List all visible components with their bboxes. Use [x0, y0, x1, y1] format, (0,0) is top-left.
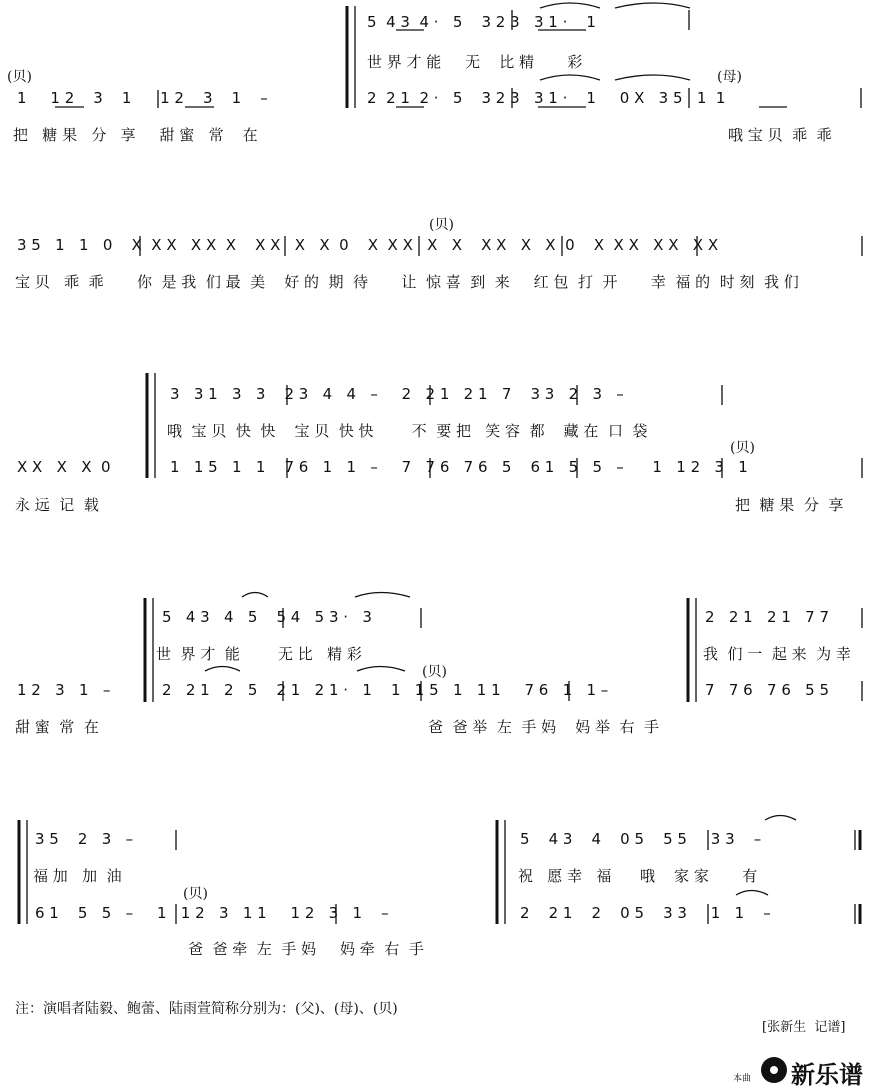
- role-bei-label: (贝): [429, 217, 454, 233]
- system4-left-lyrics: 甜 蜜 常 在: [15, 718, 99, 736]
- system4-right-lyrics: 爸 爸 举 左 手 妈 妈 举 右 手: [428, 718, 660, 736]
- system5-bottom-numbers: 6 1 5 5 – 1 1 2 3 1 1 1 2 3 1 –: [35, 904, 389, 922]
- system1-right-numbers: 2 2 1 2 · 5 3 2 3 3 1 · 1 0 X 3 5 1 1: [367, 89, 726, 107]
- system4-left-numbers: 1 2 3 1 –: [17, 681, 111, 699]
- system5-top-numbers: 3 5 2 3 –: [35, 830, 134, 848]
- system1-left-numbers: 1 1 2 3 1 1 2 3 1 –: [17, 89, 268, 107]
- logo-name: 新乐谱: [791, 1061, 863, 1089]
- system3-right-lyrics: 把 糖 果 分 享: [735, 496, 844, 514]
- system5-right-top-lyrics: 祝 愿 幸 福 哦 家 家 有: [518, 867, 758, 885]
- system3-left-numbers: X X X X 0: [17, 458, 111, 476]
- system2-lyrics: 宝 贝 乖 乖 你 是 我 们 最 美 好 的 期 待 让 惊 喜 到 来 红 包 打 开 幸 福 的 时 刻 我 们: [15, 273, 799, 291]
- system5-top-lyrics: 福 加 加 油: [33, 867, 122, 885]
- role-mu-label: (母): [717, 69, 742, 85]
- system4-top-numbers: 5 4 3 4 5 5 4 5 3 · 3: [162, 608, 372, 626]
- system5-right-top-numbers: 5 4 3 4 0 5 5 5 3 3 –: [520, 830, 762, 848]
- system1-left-lyrics: 把 糖 果 分 享 甜 蜜 常 在: [13, 126, 258, 144]
- system1-right-lyrics: 哦 宝 贝 乖 乖: [728, 126, 832, 144]
- role-bei-label: (贝): [7, 69, 32, 85]
- role-bei-label: (贝): [422, 664, 447, 680]
- system5-bottom-lyrics: 爸 爸 牵 左 手 妈 妈 牵 右 手: [188, 940, 424, 958]
- system1-top-numbers: 5 4 3 4 · 5 3 2 3 3 1 · 1: [367, 13, 596, 31]
- system4-right-top-lyrics: 我 们 一 起 来 为 幸: [703, 645, 851, 663]
- role-bei-label: (贝): [183, 886, 208, 902]
- logo-small-text: 本曲: [733, 1074, 752, 1084]
- system3-top-numbers: 3 3 1 3 3 2 3 4 4 – 2 2 1 2 1 7 3 3 2 3 –: [170, 385, 624, 403]
- system3-top-lyrics: 哦 宝 贝 快 快 宝 贝 快 快 不 要 把 笑 容 都 藏 在 口 袋: [167, 422, 648, 440]
- system4-right-bottom-numbers: 7 7 6 7 6 5 5: [705, 681, 830, 699]
- system4-right-top-numbers: 2 2 1 2 1 7 7: [705, 608, 830, 626]
- record-disc-icon: [761, 1057, 787, 1083]
- system4-top-lyrics: 世 界 才 能 无 比 精 彩: [156, 645, 362, 663]
- system5-right-bottom-numbers: 2 2 1 2 0 5 3 3 1 1 –: [520, 904, 771, 922]
- system4-bottom-numbers: 2 2 1 2 5 2 1 2 1 · 1 1 1 5 1 1 1 7 6 1 1 –: [162, 681, 609, 699]
- site-logo: [733, 1055, 883, 1087]
- system1-top-lyrics: 世 界 才 能 无 比 精 彩: [367, 53, 583, 71]
- transcriber-credit: [张新生 记谱]: [762, 1020, 846, 1035]
- system3-left-lyrics: 永 远 记 载: [15, 496, 99, 514]
- system3-bottom-numbers: 1 1 5 1 1 7 6 1 1 – 7 7 6 7 6 5 6 1 5 5 – 1 1 2 3 1: [170, 458, 748, 476]
- role-bei-label: (贝): [730, 440, 755, 456]
- system2-numbers: 3 5 1 1 0 X X X X X X X X X X 0 X X X X X X X X X 0 X X X X X X X: [17, 236, 719, 254]
- performer-note: 注：演唱者陆毅、鲍蕾、陆雨萱简称分别为：(父)、(母)、(贝): [15, 1001, 398, 1017]
